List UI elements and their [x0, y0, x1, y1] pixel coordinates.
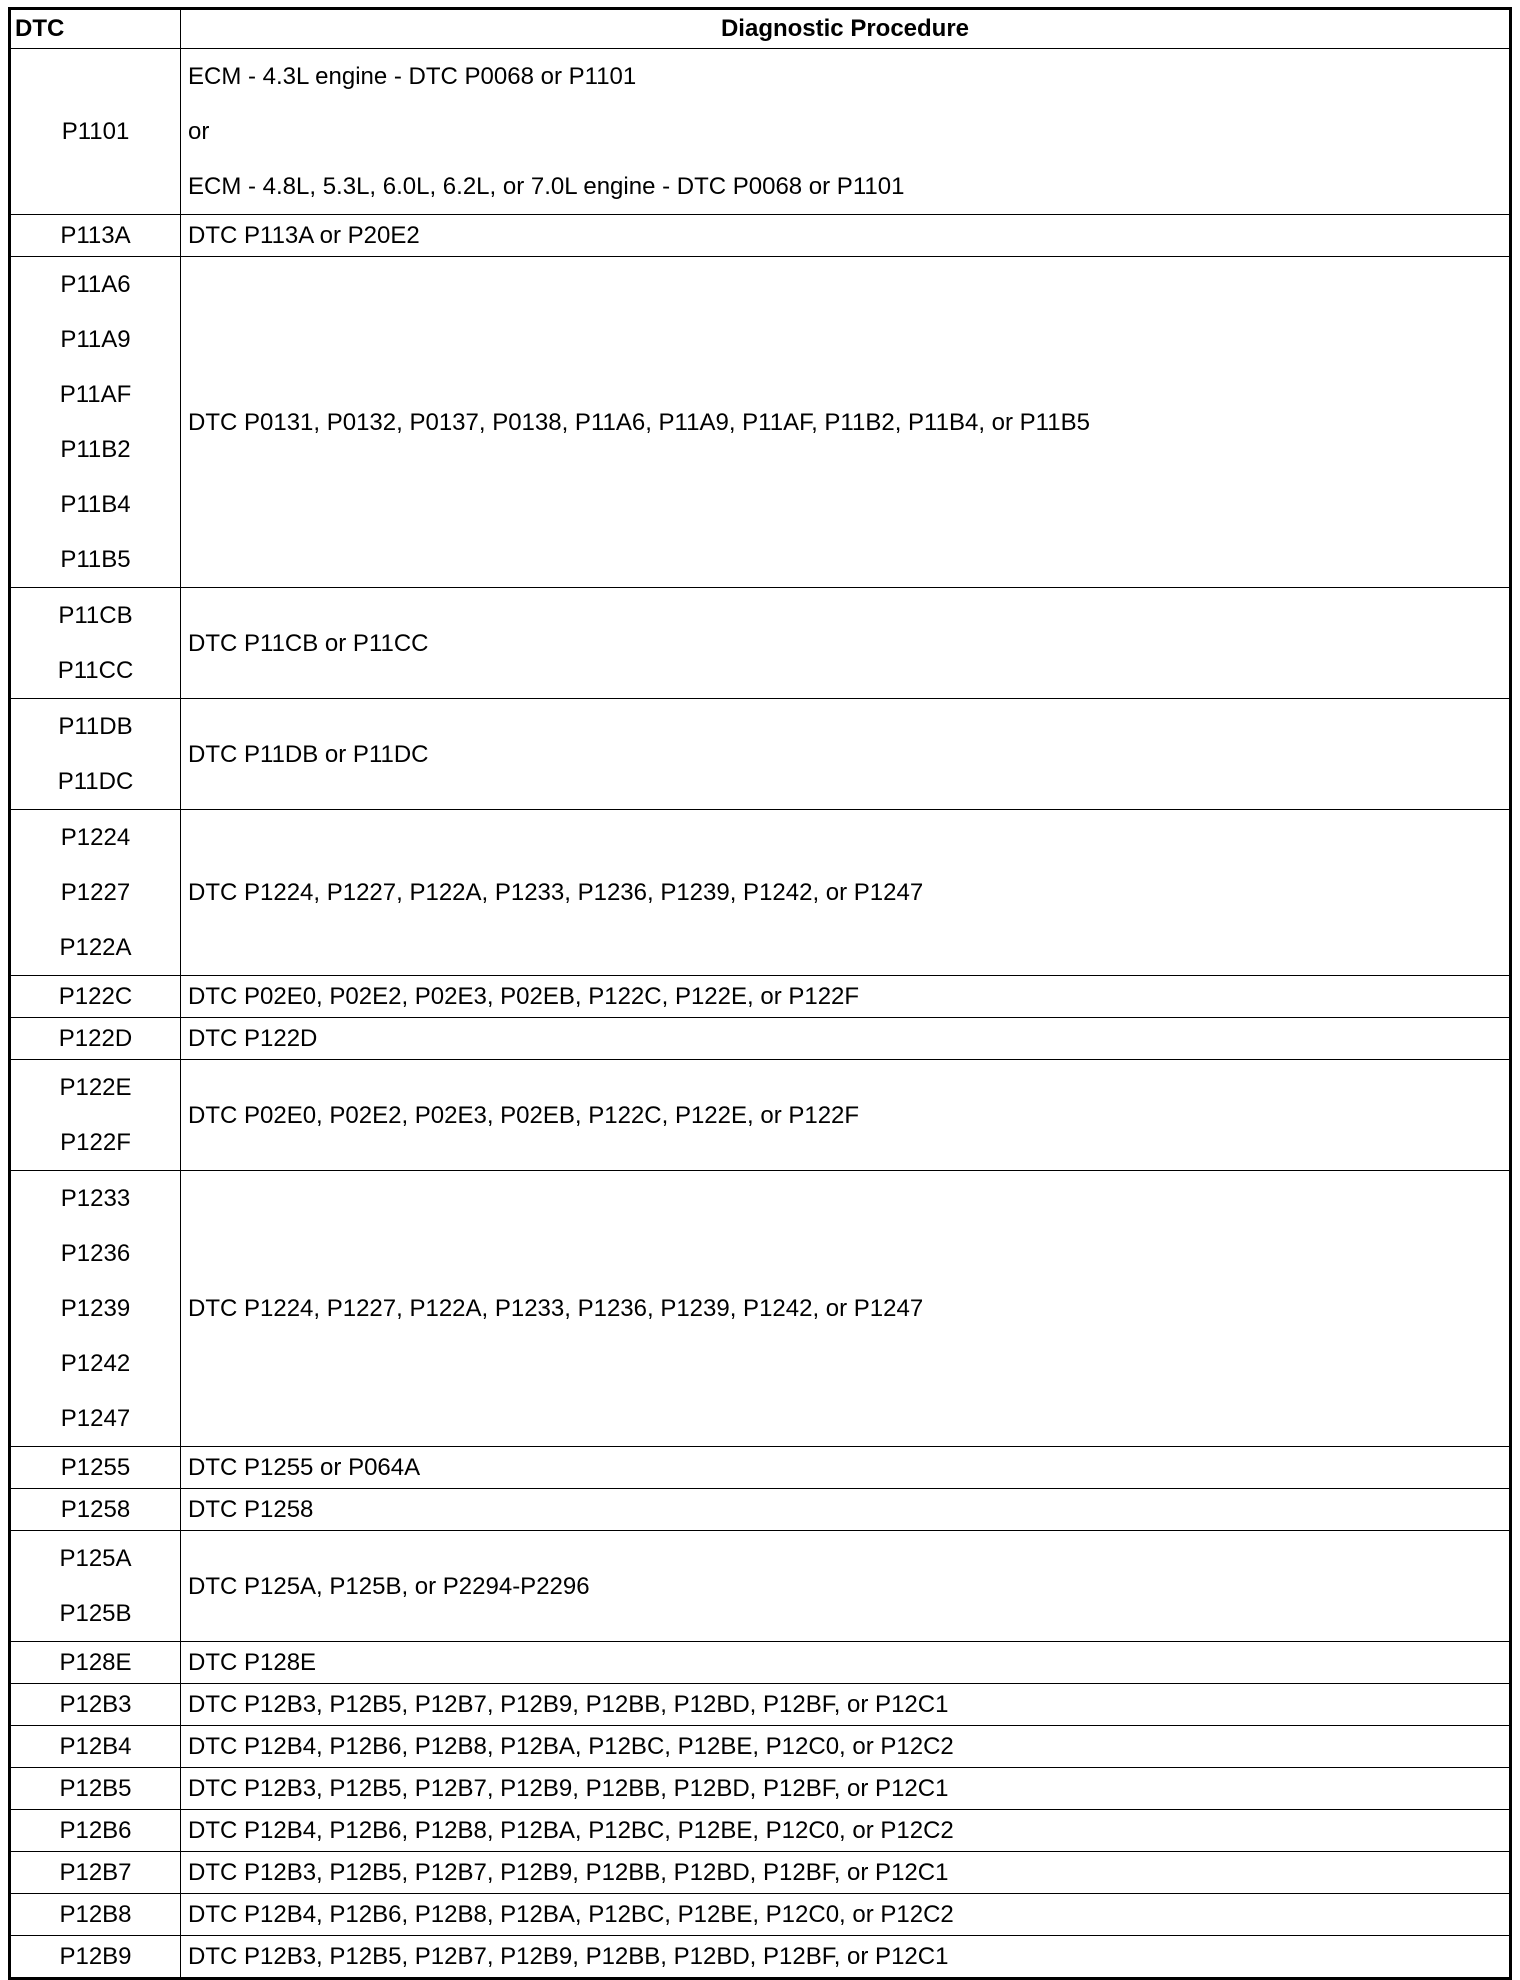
table-row	[10, 810, 1511, 976]
procedure-cell	[181, 1171, 1511, 1447]
table-row	[10, 699, 1511, 810]
dtc-code: P1227	[60, 879, 131, 906]
dtc-cell	[10, 1810, 181, 1852]
procedure-text: DTC P113A or P20E2	[188, 222, 420, 249]
table-row	[10, 1768, 1511, 1810]
procedure-cell	[181, 1642, 1511, 1684]
dtc-cell	[10, 976, 181, 1018]
dtc-cell	[10, 1768, 181, 1810]
table-row	[10, 588, 1511, 699]
table-row	[10, 1810, 1511, 1852]
procedure-cell	[181, 1060, 1511, 1171]
dtc-code: P122F	[60, 1129, 131, 1156]
dtc-code: P113A	[60, 222, 131, 249]
procedure-cell	[181, 1936, 1511, 1979]
table-row	[10, 1489, 1511, 1531]
dtc-code: P125A	[59, 1545, 132, 1572]
procedure-cell	[181, 1684, 1511, 1726]
table-row	[10, 1642, 1511, 1684]
procedure-cell	[181, 1726, 1511, 1768]
dtc-cell	[10, 215, 181, 257]
dtc-code: P122E	[59, 1074, 132, 1101]
dtc-cell	[10, 1447, 181, 1489]
procedure-text: DTC P125A, P125B, or P2294-P2296	[188, 1572, 590, 1600]
dtc-code: P125B	[59, 1600, 132, 1627]
procedure-cell	[181, 1489, 1511, 1531]
dtc-code: P1224	[60, 824, 131, 851]
dtc-code: P11B2	[60, 436, 131, 463]
dtc-code: P128E	[59, 1649, 132, 1676]
procedure-text: DTC P12B4, P12B6, P12B8, P12BA, P12BC, P12BE, P12C0, or P12C2	[188, 1817, 954, 1844]
dtc-code: P11DB	[58, 713, 133, 740]
procedure-cell	[181, 1531, 1511, 1642]
procedure-text: ECM - 4.8L, 5.3L, 6.0L, 6.2L, or 7.0L engine - DTC P0068 or P1101	[188, 173, 905, 200]
procedure-text: DTC P1258	[188, 1496, 314, 1523]
dtc-code: P11AF	[59, 381, 132, 408]
table-header	[10, 9, 1511, 49]
header-row	[10, 9, 1511, 49]
dtc-cell	[10, 588, 181, 699]
procedure-cell	[181, 1768, 1511, 1810]
header-diagnostic-procedure: Diagnostic Procedure	[181, 9, 1511, 49]
procedure-text: DTC P12B4, P12B6, P12B8, P12BA, P12BC, P12BE, P12C0, or P12C2	[188, 1901, 954, 1928]
dtc-cell	[10, 810, 181, 976]
table-row	[10, 1726, 1511, 1768]
dtc-code: P1233	[60, 1185, 131, 1212]
procedure-text: DTC P1224, P1227, P122A, P1233, P1236, P1239, P1242, or P1247	[188, 1295, 924, 1322]
procedure-cell	[181, 49, 1511, 215]
dtc-code: P12B9	[59, 1943, 132, 1970]
dtc-code: P11B4	[60, 491, 131, 518]
table-row	[10, 1060, 1511, 1171]
table-row	[10, 1447, 1511, 1489]
procedure-text: DTC P0131, P0132, P0137, P0138, P11A6, P11A9, P11AF, P11B2, P11B4, or P11B5	[188, 408, 1090, 436]
procedure-cell	[181, 1018, 1511, 1060]
dtc-code: P12B6	[59, 1817, 132, 1844]
dtc-cell	[10, 1489, 181, 1531]
dtc-cell	[10, 1018, 181, 1060]
dtc-cell	[10, 1894, 181, 1936]
table-row	[10, 1531, 1511, 1642]
dtc-code: P1255	[60, 1454, 131, 1481]
dtc-code: P11CC	[57, 657, 134, 684]
dtc-code: P122C	[58, 983, 133, 1010]
procedure-text: DTC P128E	[188, 1649, 317, 1676]
procedure-cell	[181, 257, 1511, 588]
procedure-text: DTC P12B3, P12B5, P12B7, P12B9, P12BB, P12BD, P12BF, or P12C1	[188, 1859, 949, 1886]
table-row	[10, 1852, 1511, 1894]
dtc-code: P1247	[60, 1405, 131, 1432]
dtc-cell	[10, 1852, 181, 1894]
dtc-code: P11B5	[60, 546, 131, 573]
procedure-cell	[181, 976, 1511, 1018]
dtc-cell	[10, 1531, 181, 1642]
dtc-code: P1239	[60, 1295, 131, 1322]
dtc-code: P12B5	[59, 1775, 132, 1802]
dtc-code: P11A6	[60, 271, 131, 298]
procedure-text: DTC P12B3, P12B5, P12B7, P12B9, P12BB, P12BD, P12BF, or P12C1	[188, 1943, 949, 1970]
table-row	[10, 1171, 1511, 1447]
dtc-code: P122D	[58, 1025, 133, 1052]
dtc-code: P1101	[61, 118, 130, 145]
procedure-text: or	[188, 118, 210, 145]
dtc-cell	[10, 1726, 181, 1768]
procedure-text: ECM - 4.3L engine - DTC P0068 or P1101	[188, 63, 637, 90]
procedure-text: DTC P12B4, P12B6, P12B8, P12BA, P12BC, P12BE, P12C0, or P12C2	[188, 1733, 954, 1760]
table-row	[10, 1894, 1511, 1936]
dtc-cell	[10, 1936, 181, 1979]
procedure-cell	[181, 1447, 1511, 1489]
dtc-cell	[10, 1171, 181, 1447]
dtc-code: P12B3	[59, 1691, 132, 1718]
dtc-code: P11CB	[58, 602, 133, 629]
dtc-procedure-table	[8, 7, 1512, 1980]
procedure-cell	[181, 1852, 1511, 1894]
procedure-text: DTC P11CB or P11CC	[188, 629, 429, 657]
table-row	[10, 1018, 1511, 1060]
dtc-cell	[10, 257, 181, 588]
dtc-code: P122A	[59, 934, 132, 961]
dtc-cell	[10, 49, 181, 215]
table-row	[10, 976, 1511, 1018]
procedure-text: DTC P122D	[188, 1025, 318, 1052]
procedure-text: DTC P12B3, P12B5, P12B7, P12B9, P12BB, P12BD, P12BF, or P12C1	[188, 1775, 949, 1802]
procedure-text: DTC P02E0, P02E2, P02E3, P02EB, P122C, P122E, or P122F	[188, 983, 860, 1010]
procedure-text: DTC P1224, P1227, P122A, P1233, P1236, P1239, P1242, or P1247	[188, 879, 924, 906]
table-row	[10, 1684, 1511, 1726]
procedure-cell	[181, 215, 1511, 257]
procedure-text: DTC P12B3, P12B5, P12B7, P12B9, P12BB, P12BD, P12BF, or P12C1	[188, 1691, 949, 1718]
dtc-code: P1258	[60, 1496, 131, 1523]
dtc-code: P1236	[60, 1240, 131, 1267]
procedure-cell	[181, 810, 1511, 976]
header-dtc: DTC	[10, 9, 181, 49]
procedure-cell	[181, 588, 1511, 699]
procedure-cell	[181, 1894, 1511, 1936]
table-row	[10, 1936, 1511, 1979]
dtc-code: P12B7	[59, 1859, 132, 1886]
dtc-cell	[10, 1642, 181, 1684]
table-row	[10, 49, 1511, 215]
dtc-cell	[10, 699, 181, 810]
procedure-text: DTC P02E0, P02E2, P02E3, P02EB, P122C, P122E, or P122F	[188, 1101, 860, 1129]
dtc-code: P12B4	[59, 1733, 132, 1760]
dtc-code: P12B8	[59, 1901, 132, 1928]
dtc-code: P11A9	[60, 326, 131, 353]
procedure-text: DTC P11DB or P11DC	[188, 740, 429, 768]
dtc-code: P1242	[60, 1350, 131, 1377]
procedure-cell	[181, 699, 1511, 810]
dtc-cell	[10, 1684, 181, 1726]
dtc-cell	[10, 1060, 181, 1171]
dtc-code: P11DC	[57, 768, 134, 795]
procedure-text: DTC P1255 or P064A	[188, 1454, 421, 1481]
table-row	[10, 257, 1511, 588]
table-body	[10, 49, 1511, 1979]
table-row	[10, 215, 1511, 257]
procedure-cell	[181, 1810, 1511, 1852]
